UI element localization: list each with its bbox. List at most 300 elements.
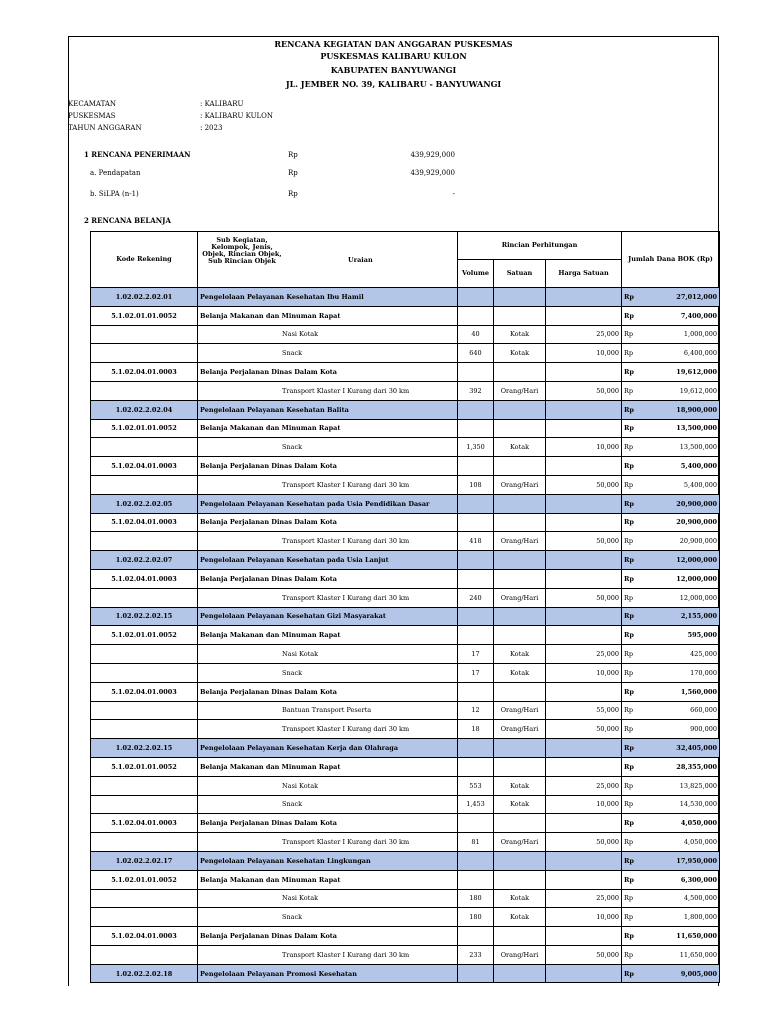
cell-jumlah-value: 14,530,000 bbox=[679, 800, 718, 809]
cell-jumlah bbox=[622, 494, 720, 513]
cell-rp: Rp bbox=[624, 499, 634, 508]
cell-kode bbox=[91, 776, 198, 795]
table-row bbox=[91, 551, 720, 570]
cell-jumlah bbox=[622, 776, 720, 795]
table-row bbox=[91, 889, 720, 908]
cell-volume bbox=[458, 739, 494, 758]
table-row bbox=[91, 776, 720, 795]
cell-jumlah-value: 12,000,000 bbox=[676, 574, 718, 583]
cell-rp: Rp bbox=[624, 556, 634, 565]
cell-uraian: Belanja Makanan dan Minuman Rapat bbox=[198, 757, 458, 776]
cell-kode bbox=[91, 945, 198, 964]
cell-jumlah-value: 19,612,000 bbox=[676, 368, 718, 377]
cell-jumlah-value: 20,900,000 bbox=[676, 518, 718, 527]
cell-uraian: Transport Klaster I Kurang dari 30 km bbox=[198, 588, 458, 607]
cell-uraian: Belanja Perjalanan Dinas Dalam Kota bbox=[198, 814, 458, 833]
cell-kode: 5.1.02.01.01.0052 bbox=[91, 626, 198, 645]
header-sub: Sub Kegiatan, Kelompok, Jenis, Objek, Rincian Objek, Sub Rincian Objek bbox=[202, 236, 282, 265]
cell-satuan: Kotak bbox=[494, 795, 546, 814]
cell-kode bbox=[91, 344, 198, 363]
info-label: TAHUN ANGGARAN bbox=[68, 124, 142, 132]
cell-jumlah-value: 32,405,000 bbox=[676, 744, 718, 753]
cell-rp: Rp bbox=[624, 838, 634, 846]
cell-harga: 10,000 bbox=[546, 795, 622, 814]
belanja-title: 2 RENCANA BELANJA bbox=[84, 216, 171, 225]
info-tahun bbox=[68, 123, 222, 134]
cell-kode bbox=[91, 701, 198, 720]
cell-harga: 10,000 bbox=[546, 438, 622, 457]
cell-satuan bbox=[494, 494, 546, 513]
cell-jumlah-value: 13,500,000 bbox=[676, 424, 718, 433]
cell-kode: 1.02.02.2.02.18 bbox=[91, 964, 198, 983]
cell-rp: Rp bbox=[624, 537, 634, 546]
table-row bbox=[91, 870, 720, 889]
cell-jumlah bbox=[622, 833, 720, 852]
cell-jumlah-value: 28,355,000 bbox=[676, 762, 718, 771]
cell-jumlah-value: 7,400,000 bbox=[680, 311, 718, 320]
cell-jumlah-value: 900,000 bbox=[690, 725, 718, 734]
cell-uraian: Pengelolaan Pelayanan Kesehatan Kerja dan Olahraga bbox=[198, 739, 458, 758]
cell-harga bbox=[546, 306, 622, 325]
cell-harga: 50,000 bbox=[546, 833, 622, 852]
cell-jumlah bbox=[622, 532, 720, 551]
cell-satuan bbox=[494, 513, 546, 532]
cell-harga bbox=[546, 927, 622, 946]
cell-jumlah-value: 11,650,000 bbox=[676, 931, 718, 940]
cell-rp: Rp bbox=[624, 913, 634, 922]
table-row bbox=[91, 588, 720, 607]
cell-rp: Rp bbox=[624, 480, 634, 489]
cell-harga: 25,000 bbox=[546, 325, 622, 344]
cell-jumlah bbox=[622, 438, 720, 457]
cell-jumlah-value: 19,612,000 bbox=[679, 386, 718, 395]
cell-volume: 81 bbox=[458, 833, 494, 852]
cell-harga bbox=[546, 870, 622, 889]
cell-harga bbox=[546, 419, 622, 438]
cell-uraian: Nasi Kotak bbox=[198, 776, 458, 795]
cell-rp: Rp bbox=[624, 349, 634, 358]
cell-jumlah bbox=[622, 381, 720, 400]
cell-jumlah-value: 12,000,000 bbox=[679, 593, 718, 602]
cell-satuan bbox=[494, 363, 546, 382]
cell-volume: 392 bbox=[458, 381, 494, 400]
cell-uraian: Nasi Kotak bbox=[198, 325, 458, 344]
doc-title-2: PUSKESMAS KALIBARU KULON bbox=[320, 51, 467, 61]
cell-jumlah bbox=[622, 701, 720, 720]
cell-harga: 50,000 bbox=[546, 945, 622, 964]
cell-jumlah bbox=[622, 306, 720, 325]
cell-kode: 5.1.02.01.01.0052 bbox=[91, 306, 198, 325]
cell-rp: Rp bbox=[624, 405, 634, 414]
cell-kode: 1.02.02.2.02.05 bbox=[91, 494, 198, 513]
cell-jumlah bbox=[622, 588, 720, 607]
cell-satuan bbox=[494, 626, 546, 645]
table-row bbox=[91, 475, 720, 494]
cell-harga bbox=[546, 607, 622, 626]
cell-uraian: Snack bbox=[198, 795, 458, 814]
info-label: PUSKESMAS bbox=[68, 112, 116, 120]
cell-volume: 553 bbox=[458, 776, 494, 795]
cell-jumlah-value: 5,400,000 bbox=[683, 480, 718, 489]
cell-harga bbox=[546, 288, 622, 307]
header-jumlah: Jumlah Dana BOK (Rp) bbox=[622, 232, 720, 288]
table-row bbox=[91, 363, 720, 382]
cell-satuan: Kotak bbox=[494, 438, 546, 457]
table-row bbox=[91, 457, 720, 476]
header-rincian: Rincian Perhitungan bbox=[458, 232, 622, 260]
cell-uraian: Belanja Makanan dan Minuman Rapat bbox=[198, 306, 458, 325]
cell-satuan: Orang/Hari bbox=[494, 833, 546, 852]
cell-jumlah-value: 660,000 bbox=[690, 706, 718, 715]
cell-satuan bbox=[494, 607, 546, 626]
table-row bbox=[91, 438, 720, 457]
cell-uraian: Transport Klaster I Kurang dari 30 km bbox=[198, 532, 458, 551]
cell-uraian: Nasi Kotak bbox=[198, 645, 458, 664]
cell-uraian: Pengelolaan Pelayanan Kesehatan Gizi Masyarakat bbox=[198, 607, 458, 626]
cell-kode bbox=[91, 663, 198, 682]
cell-volume bbox=[458, 870, 494, 889]
cell-kode: 5.1.02.04.01.0003 bbox=[91, 927, 198, 946]
table-row bbox=[91, 626, 720, 645]
cell-volume bbox=[458, 288, 494, 307]
cell-jumlah-value: 1,560,000 bbox=[680, 687, 718, 696]
cell-jumlah-value: 13,825,000 bbox=[679, 781, 718, 790]
cell-jumlah bbox=[622, 682, 720, 701]
cell-volume bbox=[458, 513, 494, 532]
cell-harga: 50,000 bbox=[546, 532, 622, 551]
cell-uraian: Pengelolaan Pelayanan Kesehatan Balita bbox=[198, 400, 458, 419]
cell-satuan bbox=[494, 569, 546, 588]
cell-volume: 18 bbox=[458, 720, 494, 739]
cell-harga: 25,000 bbox=[546, 889, 622, 908]
cell-kode bbox=[91, 325, 198, 344]
cell-jumlah-value: 2,155,000 bbox=[680, 612, 718, 621]
cell-satuan: Kotak bbox=[494, 344, 546, 363]
penerimaan-title: 1 RENCANA PENERIMAAN bbox=[84, 150, 191, 159]
cell-satuan bbox=[494, 419, 546, 438]
cell-jumlah bbox=[622, 607, 720, 626]
cell-rp: Rp bbox=[624, 894, 634, 903]
cell-jumlah bbox=[622, 419, 720, 438]
info-value: : KALIBARU bbox=[200, 100, 244, 108]
cell-volume bbox=[458, 757, 494, 776]
cell-jumlah bbox=[622, 475, 720, 494]
cell-harga: 25,000 bbox=[546, 645, 622, 664]
cell-satuan: Kotak bbox=[494, 325, 546, 344]
cell-volume: 17 bbox=[458, 663, 494, 682]
cell-kode bbox=[91, 833, 198, 852]
cell-harga bbox=[546, 569, 622, 588]
cell-kode bbox=[91, 908, 198, 927]
cell-harga bbox=[546, 363, 622, 382]
cell-volume bbox=[458, 419, 494, 438]
cell-jumlah bbox=[622, 757, 720, 776]
cell-kode: 5.1.02.04.01.0003 bbox=[91, 457, 198, 476]
cell-rp: Rp bbox=[624, 969, 634, 978]
cell-uraian: Bantuan Transport Peserta bbox=[198, 701, 458, 720]
cell-rp: Rp bbox=[624, 706, 634, 715]
cell-jumlah-value: 4,500,000 bbox=[683, 894, 718, 903]
cell-jumlah-value: 12,000,000 bbox=[676, 556, 718, 565]
table-row bbox=[91, 400, 720, 419]
cell-uraian: Pengelolaan Pelayanan Kesehatan pada Usia Pendidikan Dasar bbox=[198, 494, 458, 513]
cell-uraian: Belanja Makanan dan Minuman Rapat bbox=[198, 419, 458, 438]
cell-rp: Rp bbox=[624, 725, 634, 734]
cell-jumlah bbox=[622, 551, 720, 570]
table-row bbox=[91, 325, 720, 344]
cell-satuan: Kotak bbox=[494, 908, 546, 927]
cell-satuan bbox=[494, 757, 546, 776]
table-row bbox=[91, 645, 720, 664]
cell-satuan bbox=[494, 400, 546, 419]
cell-satuan bbox=[494, 457, 546, 476]
cell-volume bbox=[458, 457, 494, 476]
cell-rp: Rp bbox=[624, 631, 634, 640]
cell-satuan bbox=[494, 551, 546, 570]
cell-uraian: Pengelolaan Pelayanan Promosi Kesehatan bbox=[198, 964, 458, 983]
cell-satuan bbox=[494, 870, 546, 889]
cell-jumlah bbox=[622, 889, 720, 908]
cell-volume: 1,350 bbox=[458, 438, 494, 457]
cell-jumlah-value: 595,000 bbox=[687, 631, 718, 640]
cell-satuan bbox=[494, 964, 546, 983]
cell-kode: 1.02.02.2.02.15 bbox=[91, 607, 198, 626]
table-row bbox=[91, 945, 720, 964]
doc-title-4: JL. JEMBER NO. 39, KALIBARU - BANYUWANGI bbox=[285, 79, 502, 89]
cell-jumlah-value: 1,800,000 bbox=[683, 913, 718, 922]
cell-jumlah-value: 4,050,000 bbox=[680, 819, 718, 828]
cell-harga bbox=[546, 964, 622, 983]
cell-satuan: Kotak bbox=[494, 889, 546, 908]
cell-uraian: Belanja Makanan dan Minuman Rapat bbox=[198, 870, 458, 889]
table-row bbox=[91, 739, 720, 758]
cell-volume bbox=[458, 964, 494, 983]
cell-uraian: Transport Klaster I Kurang dari 30 km bbox=[198, 945, 458, 964]
cell-satuan bbox=[494, 306, 546, 325]
cell-harga: 10,000 bbox=[546, 908, 622, 927]
cell-kode: 5.1.02.04.01.0003 bbox=[91, 814, 198, 833]
table-row bbox=[91, 720, 720, 739]
cell-harga bbox=[546, 457, 622, 476]
cell-rp: Rp bbox=[624, 330, 634, 339]
table-row bbox=[91, 513, 720, 532]
cell-harga bbox=[546, 851, 622, 870]
cell-jumlah bbox=[622, 663, 720, 682]
table-row bbox=[91, 663, 720, 682]
cell-jumlah bbox=[622, 288, 720, 307]
cell-kode: 1.02.02.2.02.17 bbox=[91, 851, 198, 870]
cell-uraian: Transport Klaster I Kurang dari 30 km bbox=[198, 833, 458, 852]
cell-jumlah bbox=[622, 964, 720, 983]
cell-jumlah bbox=[622, 851, 720, 870]
cell-jumlah bbox=[622, 739, 720, 758]
penerimaan-total: 439,929,000 bbox=[410, 151, 455, 159]
cell-uraian: Belanja Perjalanan Dinas Dalam Kota bbox=[198, 457, 458, 476]
cell-satuan: Orang/Hari bbox=[494, 588, 546, 607]
table-row bbox=[91, 927, 720, 946]
cell-satuan bbox=[494, 739, 546, 758]
cell-rp: Rp bbox=[624, 612, 634, 621]
table-row bbox=[91, 795, 720, 814]
cell-volume bbox=[458, 306, 494, 325]
cell-kode bbox=[91, 381, 198, 400]
cell-jumlah bbox=[622, 870, 720, 889]
cell-jumlah-value: 20,900,000 bbox=[679, 537, 718, 546]
cell-jumlah-value: 11,650,000 bbox=[679, 950, 718, 959]
cell-jumlah-value: 27,012,000 bbox=[676, 292, 718, 301]
cell-satuan bbox=[494, 682, 546, 701]
cell-uraian: Belanja Perjalanan Dinas Dalam Kota bbox=[198, 513, 458, 532]
cell-rp: Rp bbox=[624, 875, 634, 884]
cell-satuan bbox=[494, 814, 546, 833]
cell-kode bbox=[91, 475, 198, 494]
info-label: KECAMATAN bbox=[68, 100, 117, 108]
pendapatan-value: 439,929,000 bbox=[410, 169, 455, 177]
cell-kode: 5.1.02.01.01.0052 bbox=[91, 757, 198, 776]
doc-title-3: KABUPATEN BANYUWANGI bbox=[330, 65, 457, 75]
cell-kode: 5.1.02.04.01.0003 bbox=[91, 569, 198, 588]
table-row bbox=[91, 532, 720, 551]
table-row bbox=[91, 814, 720, 833]
cell-harga bbox=[546, 494, 622, 513]
table-row bbox=[91, 682, 720, 701]
cell-kode: 5.1.02.04.01.0003 bbox=[91, 363, 198, 382]
table-row bbox=[91, 494, 720, 513]
cell-jumlah-value: 13,500,000 bbox=[679, 443, 718, 452]
cell-uraian: Snack bbox=[198, 438, 458, 457]
cell-volume bbox=[458, 569, 494, 588]
cell-satuan: Kotak bbox=[494, 645, 546, 664]
cell-uraian: Snack bbox=[198, 663, 458, 682]
cell-uraian: Pengelolaan Pelayanan Kesehatan Ibu Hamil bbox=[198, 288, 458, 307]
cell-kode: 1.02.02.2.02.07 bbox=[91, 551, 198, 570]
cell-jumlah-value: 6,300,000 bbox=[680, 875, 718, 884]
cell-uraian: Belanja Perjalanan Dinas Dalam Kota bbox=[198, 569, 458, 588]
cell-satuan: Orang/Hari bbox=[494, 381, 546, 400]
cell-harga: 50,000 bbox=[546, 588, 622, 607]
cell-rp: Rp bbox=[624, 687, 634, 696]
cell-jumlah-value: 4,050,000 bbox=[683, 838, 718, 846]
cell-kode bbox=[91, 889, 198, 908]
silpa-label: b. SiLPA (n-1) bbox=[90, 190, 139, 198]
header-uraian: Uraian bbox=[348, 256, 373, 264]
cell-jumlah bbox=[622, 457, 720, 476]
cell-jumlah-value: 425,000 bbox=[690, 650, 718, 659]
cell-jumlah bbox=[622, 513, 720, 532]
cell-jumlah-value: 20,900,000 bbox=[676, 499, 718, 508]
cell-kode bbox=[91, 588, 198, 607]
cell-rp: Rp bbox=[624, 931, 634, 940]
cell-satuan bbox=[494, 927, 546, 946]
cell-harga: 10,000 bbox=[546, 344, 622, 363]
cell-harga bbox=[546, 551, 622, 570]
cell-rp: Rp bbox=[624, 311, 634, 320]
cell-jumlah bbox=[622, 626, 720, 645]
doc-title-1: RENCANA KEGIATAN DAN ANGGARAN PUSKESMAS bbox=[274, 39, 513, 49]
cell-rp: Rp bbox=[624, 744, 634, 753]
cell-uraian: Snack bbox=[198, 908, 458, 927]
cell-jumlah-value: 5,400,000 bbox=[680, 462, 718, 471]
cell-jumlah bbox=[622, 400, 720, 419]
cell-jumlah-value: 18,900,000 bbox=[676, 405, 718, 414]
cell-rp: Rp bbox=[624, 292, 634, 301]
cell-satuan: Kotak bbox=[494, 776, 546, 795]
cell-harga: 25,000 bbox=[546, 776, 622, 795]
cell-volume: 40 bbox=[458, 325, 494, 344]
info-puskesmas bbox=[68, 111, 273, 122]
cell-harga bbox=[546, 757, 622, 776]
cell-jumlah-value: 9,005,000 bbox=[680, 969, 718, 978]
cell-rp: Rp bbox=[624, 668, 634, 677]
cell-rp: Rp bbox=[624, 574, 634, 583]
cell-uraian: Snack bbox=[198, 344, 458, 363]
cell-volume bbox=[458, 607, 494, 626]
cell-kode: 1.02.02.2.02.01 bbox=[91, 288, 198, 307]
cell-rp: Rp bbox=[624, 781, 634, 790]
cell-jumlah bbox=[622, 945, 720, 964]
cell-jumlah bbox=[622, 645, 720, 664]
info-value: : 2023 bbox=[200, 124, 223, 132]
cell-kode bbox=[91, 795, 198, 814]
cell-harga: 50,000 bbox=[546, 720, 622, 739]
cell-kode bbox=[91, 532, 198, 551]
cell-jumlah-value: 17,950,000 bbox=[676, 856, 718, 865]
cell-harga bbox=[546, 513, 622, 532]
cell-jumlah bbox=[622, 908, 720, 927]
cell-uraian: Pengelolaan Pelayanan Kesehatan Lingkungan bbox=[198, 851, 458, 870]
table-row bbox=[91, 964, 720, 983]
cell-volume: 180 bbox=[458, 908, 494, 927]
cell-rp: Rp bbox=[624, 443, 634, 452]
silpa-value: - bbox=[452, 190, 455, 198]
budget-table-body bbox=[91, 288, 720, 983]
cell-satuan: Orang/Hari bbox=[494, 475, 546, 494]
table-row bbox=[91, 833, 720, 852]
header-kode: Kode Rekening bbox=[91, 232, 198, 288]
cell-satuan: Orang/Hari bbox=[494, 945, 546, 964]
cell-kode: 5.1.02.04.01.0003 bbox=[91, 513, 198, 532]
cell-jumlah bbox=[622, 325, 720, 344]
header-uraian-cell bbox=[198, 232, 458, 288]
cell-volume: 108 bbox=[458, 475, 494, 494]
cell-volume bbox=[458, 626, 494, 645]
table-row bbox=[91, 908, 720, 927]
table-row bbox=[91, 851, 720, 870]
cell-volume: 418 bbox=[458, 532, 494, 551]
cell-volume: 17 bbox=[458, 645, 494, 664]
silpa-rp: Rp bbox=[288, 190, 298, 198]
cell-volume: 240 bbox=[458, 588, 494, 607]
cell-volume: 233 bbox=[458, 945, 494, 964]
table-row bbox=[91, 569, 720, 588]
cell-kode bbox=[91, 720, 198, 739]
cell-rp: Rp bbox=[624, 800, 634, 809]
cell-harga bbox=[546, 739, 622, 758]
cell-kode bbox=[91, 645, 198, 664]
table-row bbox=[91, 344, 720, 363]
cell-rp: Rp bbox=[624, 950, 634, 959]
cell-jumlah-value: 170,000 bbox=[690, 668, 718, 677]
cell-kode bbox=[91, 438, 198, 457]
cell-volume bbox=[458, 682, 494, 701]
cell-rp: Rp bbox=[624, 386, 634, 395]
cell-rp: Rp bbox=[624, 462, 634, 471]
table-row bbox=[91, 306, 720, 325]
cell-rp: Rp bbox=[624, 368, 634, 377]
cell-rp: Rp bbox=[624, 762, 634, 771]
cell-jumlah bbox=[622, 569, 720, 588]
cell-uraian: Nasi Kotak bbox=[198, 889, 458, 908]
